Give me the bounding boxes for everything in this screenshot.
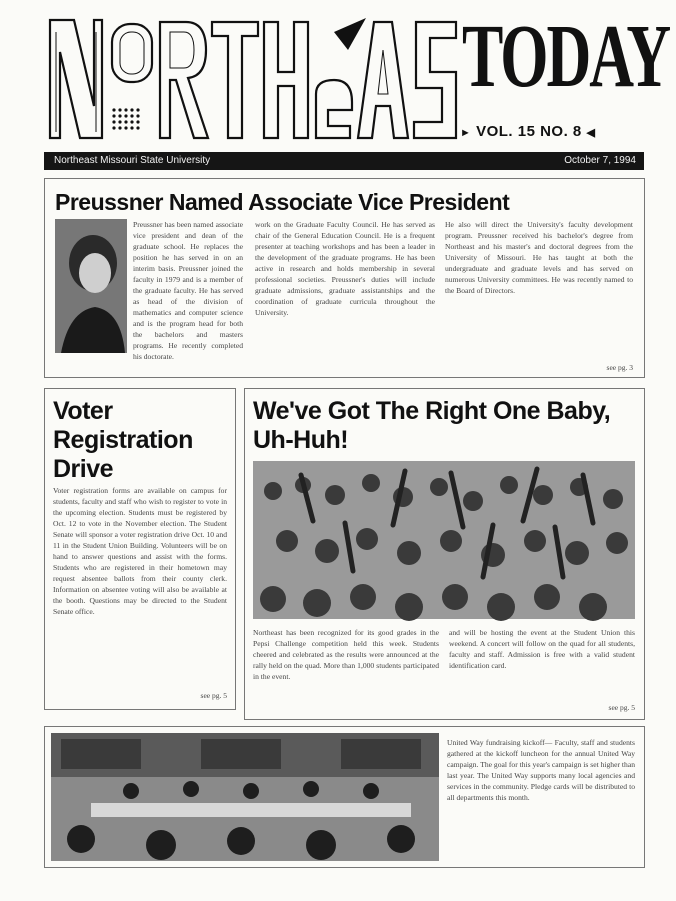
- right-one-col2: and will be hosting the event at the Student Union this weekend. A concert will follow on the quad for all students, faculty and staff. Admission is free with a valid student identification card.: [449, 628, 635, 670]
- issue-date: October 7, 1994: [564, 155, 636, 166]
- headline-voter: Voter Registration Drive: [53, 397, 193, 483]
- university-name: Northeast Missouri State University: [54, 155, 211, 166]
- preussner-col3: He also will direct the University's faculty development program. Preussner received his bachelor's degree from Northeast and his master's and doctoral degrees from the University of Missouri. He has taught at both the undergraduate and graduate levels and has served on numerous University committees. He was recently named to the Board of Directors.: [445, 220, 633, 295]
- masthead: [44, 7, 670, 160]
- article-voter: [44, 388, 236, 710]
- crowd-photo: [253, 461, 635, 619]
- volume-line: [460, 123, 646, 140]
- volume-number: VOL. 15 NO. 8: [476, 123, 582, 140]
- united-way-caption: United Way fundraising kickoff— Faculty, staff and students gathered at the kickoff luncheon for the annual United Way campaign. The goal for this year's campaign is set higher than last year. The United Way supports many local agencies and services in the community. Pledge cards will be distributed to all departments this month.: [447, 738, 635, 802]
- article-united-way: [44, 726, 645, 868]
- voter-jump: see pg. 5: [200, 691, 227, 700]
- right-one-col1: Northeast has been recognized for its good grades in the Pepsi Challenge competition held this week. Students cheered and celebrated as the results were announced at the rally held on the quad. More than 1,000 students participated in the event.: [253, 628, 439, 681]
- triangle-left-icon: ◀: [586, 127, 596, 139]
- northeast-logo: [44, 10, 464, 150]
- masthead-rule-bar: [44, 152, 644, 170]
- article-right-one: [244, 388, 645, 720]
- today-title: TODAY: [462, 7, 670, 107]
- right-one-jump: see pg. 5: [608, 703, 635, 712]
- northeast-title: NORTHeAST: [44, 10, 51, 11]
- meeting-photo: [51, 733, 439, 861]
- triangle-right-icon: ►: [460, 127, 472, 139]
- preussner-col1: Preussner has been named associate vice president and dean of the graduate school. He replaces the position he has served in on an interim basis. Preussner joined the faculty in 1979 and is a member of the graduate faculty. He has served as head of the division of mathematics and computer science and is the program head for both the bachelors and masters programs. He recently completed his doctorate.: [133, 220, 243, 361]
- headline-preussner: Preussner Named Associate Vice President: [55, 189, 510, 215]
- portrait-photo: [55, 219, 127, 353]
- headline-right-one: We've Got The Right One Baby, Uh-Huh!: [253, 397, 611, 454]
- preussner-jump: see pg. 3: [606, 363, 633, 372]
- voter-body: Voter registration forms are available on campus for students, faculty and staff who wish to register to vote in the upcoming election. Students must be registered by Oct. 12 to vote in the November election. The Student Senate will sponsor a voter registration drive Oct. 10 and 11 in the Student Union Building. Volunteers will be on hand to answer questions and assist with the forms. Students who are registered in their hometown may request absentee ballots from their county clerk. Information on absentee voting will also be available at the booth. Questions may be directed to the Student Senate office.: [53, 486, 227, 616]
- preussner-col2: work on the Graduate Faculty Council. He has served as chair of the General Education Council. He is a frequent presenter at teaching workshops and has been a leader in the development of the graduate programs. He has been active in research and holds membership in several professional societies. Preussner's duties will include graduate admissions, graduate assistantships and the coordination of graduate curricula throughout the University.: [255, 220, 435, 317]
- article-preussner: [44, 178, 645, 378]
